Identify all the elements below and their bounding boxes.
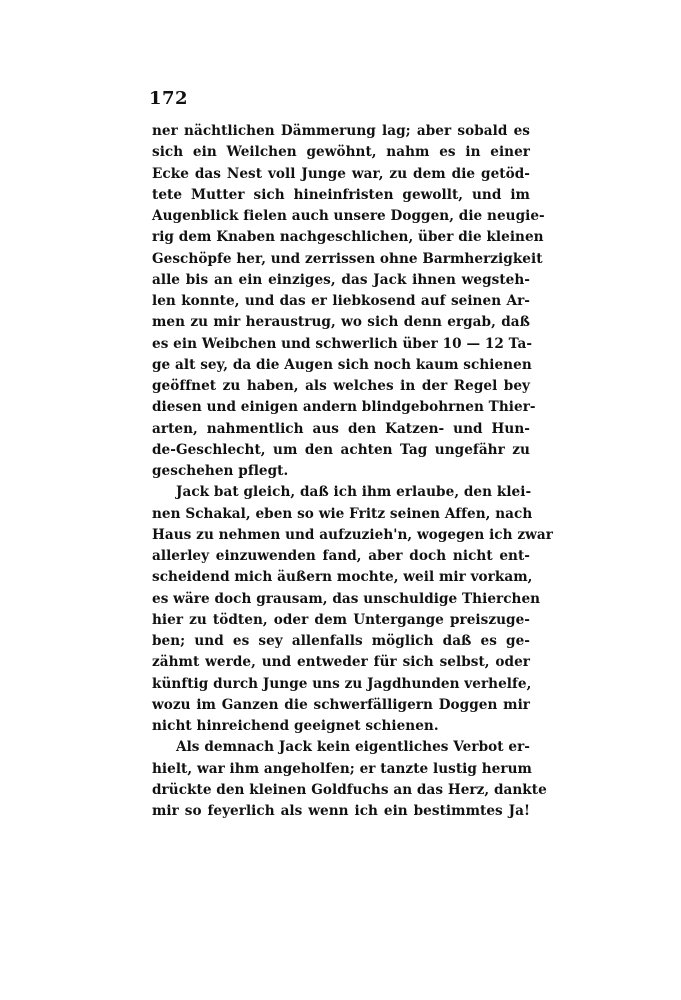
text-line: zähmt werde, und entweder für sich selbst, oder xyxy=(152,654,530,671)
text-line: len konnte, und das er liebkosend auf seinen Ar- xyxy=(152,293,530,309)
paragraph-2 xyxy=(152,482,553,737)
text-line: es wäre doch grausam, das unschuldige Thierchen xyxy=(152,590,541,607)
text-line: Jack bat gleich, daß ich ihm erlaube, den klei- xyxy=(176,484,532,501)
text-line: ge alt sey, da die Augen sich noch kaum schienen xyxy=(152,356,532,373)
text-line: sich ein Weilchen gewöhnt, nahm es in einer xyxy=(152,144,530,161)
text-line: allerley einzuwenden fand, aber doch nicht ent- xyxy=(152,548,530,564)
text-line: ben; und es sey allenfalls möglich daß es ge- xyxy=(152,633,530,649)
page-number: 172 xyxy=(149,88,189,109)
text-line: de-Geschlecht, um den achten Tag ungefähr zu xyxy=(152,441,530,458)
text-line: es ein Weibchen und schwerlich über 10 — 12 Ta- xyxy=(152,335,533,352)
text-line: wozu im Ganzen die schwerfälligern Doggen mir xyxy=(152,696,530,713)
text-line: ner nächtlichen Dämmerung lag; aber sobald es xyxy=(152,123,530,139)
text-line: nen Schakal, eben so wie Fritz seinen Affen, nach xyxy=(152,505,533,522)
text-line: Geschöpfe her, und zerrissen ohne Barmherzigkeit xyxy=(152,250,543,267)
text-line: drückte den kleinen Goldfuchs an das Herz, dankte xyxy=(152,781,547,798)
text-line: künftig durch Junge uns zu Jagdhunden verhelfe, xyxy=(152,675,532,692)
paragraph-3 xyxy=(152,737,547,822)
text-line: arten, nahmentlich aus den Katzen- und Hun- xyxy=(152,420,530,437)
text-line: geöffnet zu haben, als welches in der Regel bey xyxy=(152,378,530,394)
text-line: diesen und einigen andern blindgebohrnen Thier- xyxy=(152,399,536,416)
text-line: Ecke das Nest voll Junge war, zu dem die getöd- xyxy=(152,165,530,182)
text-line: scheidend mich äußern mochte, weil mir vorkam, xyxy=(152,569,533,586)
text-line: geschehen pflegt. xyxy=(152,463,289,479)
text-line: Augenblick fielen auch unsere Doggen, die neugie- xyxy=(152,208,545,224)
text-line: alle bis an ein einziges, das Jack ihnen wegsteh- xyxy=(152,271,530,288)
text-line: rig dem Knaben nachgeschlichen, über die kleinen xyxy=(152,229,544,246)
text-line: men zu mir heraustrug, wo sich denn ergab, daß xyxy=(152,314,530,331)
body-text xyxy=(152,121,553,822)
paragraph-1 xyxy=(152,121,545,482)
text-line: mir so feyerlich als wenn ich ein bestimmtes Ja! xyxy=(152,803,530,819)
text-line: hier zu tödten, oder dem Untergange preiszuge- xyxy=(152,611,530,628)
text-line: Haus zu nehmen und aufzuzieh'n, wogegen ich zwar xyxy=(152,526,553,543)
text-line: nicht hinreichend geeignet schienen. xyxy=(152,718,439,734)
text-line: Als demnach Jack kein eigentliches Verbot er- xyxy=(176,739,530,756)
text-line: tete Mutter sich hineinfristen gewollt, und im xyxy=(152,186,530,203)
text-line: hielt, war ihm angeholfen; er tanzte lustig herum xyxy=(152,760,532,777)
